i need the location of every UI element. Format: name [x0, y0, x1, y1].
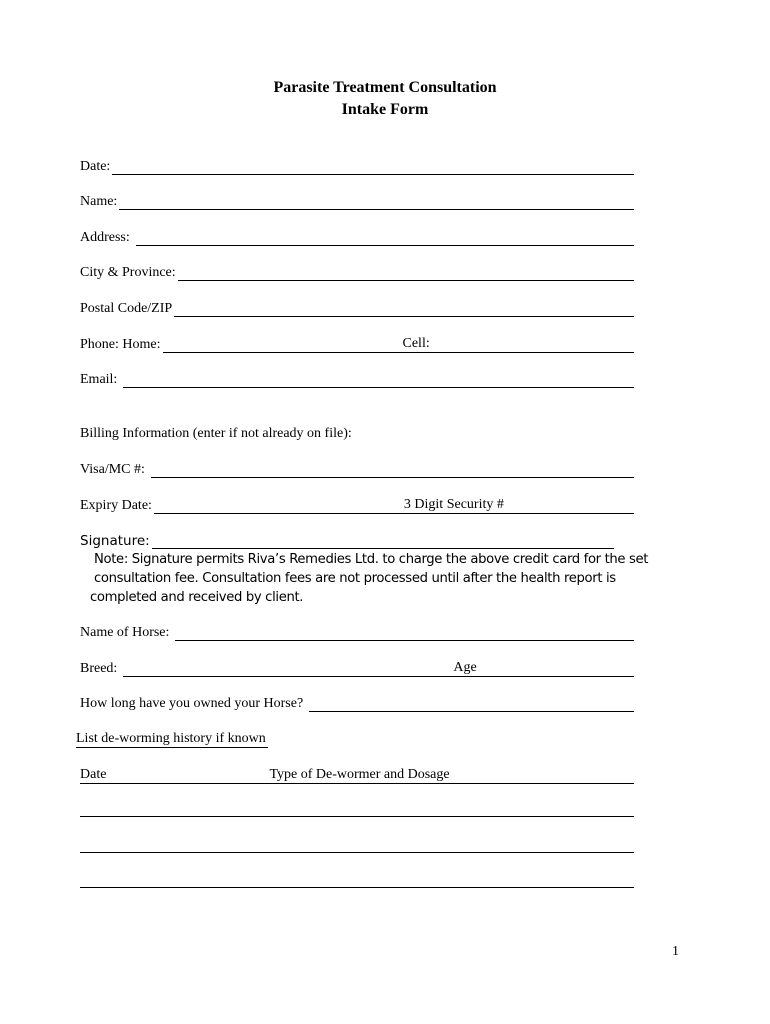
deworming-columns-row: [80, 764, 634, 784]
deworming-type-label: Type of De-wormer and Dosage: [269, 764, 449, 784]
expiry-row: [80, 494, 634, 514]
owned-field[interactable]: [309, 692, 634, 712]
horse-name-row: [80, 621, 634, 641]
deworming-entry-line-1[interactable]: [80, 816, 634, 817]
note-line-1: Note: Signature permits Riva’s Remedies Ltd. to charge the above credit card for the set: [94, 552, 649, 567]
postal-field[interactable]: [174, 297, 634, 317]
phone-home-field[interactable]: [163, 333, 403, 353]
note-line-2: consultation fee. Consultation fees are not processed until after the health report is: [94, 571, 616, 586]
postal-label: Postal Code/ZIP: [80, 301, 173, 316]
date-row: [80, 155, 634, 175]
cell-field[interactable]: [430, 333, 634, 353]
age-field[interactable]: [477, 657, 634, 677]
deworming-date-gap: [106, 764, 269, 784]
security-label: 3 Digit Security #: [404, 494, 504, 514]
form-title-line2: Intake Form: [341, 101, 429, 118]
page-number: 1: [672, 944, 679, 959]
email-row: [80, 368, 634, 388]
phone-row: [80, 333, 634, 353]
city-label: City & Province:: [80, 265, 176, 280]
expiry-label: Expiry Date:: [80, 498, 152, 513]
expiry-field[interactable]: [154, 494, 404, 514]
signature-label: Signature:: [80, 533, 150, 549]
date-label: Date:: [80, 159, 111, 174]
horse-name-label: Name of Horse:: [80, 625, 170, 640]
horse-name-field[interactable]: [175, 621, 634, 641]
deworming-entry-line-2[interactable]: [80, 852, 634, 853]
email-label: Email:: [80, 372, 118, 387]
name-row: [80, 190, 634, 210]
phone-home-label: Phone: Home:: [80, 337, 161, 352]
breed-field[interactable]: [123, 657, 453, 677]
billing-heading: Billing Information (enter if not already on file):: [80, 426, 352, 441]
email-field[interactable]: [123, 368, 634, 388]
postal-row: [80, 297, 634, 317]
cell-label: Cell:: [403, 333, 430, 353]
visa-row: [80, 458, 634, 478]
city-field[interactable]: [178, 261, 634, 281]
owned-label: How long have you owned your Horse?: [80, 696, 304, 711]
address-row: [80, 226, 634, 246]
date-field[interactable]: [112, 155, 634, 175]
owned-row: [80, 692, 634, 712]
signature-row: [80, 529, 614, 549]
city-row: [80, 261, 634, 281]
security-field[interactable]: [504, 494, 634, 514]
address-field[interactable]: [136, 226, 634, 246]
address-label: Address:: [80, 230, 130, 245]
breed-row: [80, 657, 634, 677]
breed-label: Breed:: [80, 661, 118, 676]
form-title-line1: Parasite Treatment Consultation: [273, 79, 497, 96]
deworming-type-gap: [450, 764, 634, 784]
age-label: Age: [453, 657, 476, 677]
name-label: Name:: [80, 194, 118, 209]
name-field[interactable]: [119, 190, 634, 210]
signature-field[interactable]: [152, 529, 614, 549]
deworming-entry-line-3[interactable]: [80, 887, 634, 888]
note-line-3: completed and received by client.: [90, 590, 304, 605]
visa-field[interactable]: [151, 458, 634, 478]
visa-label: Visa/MC #:: [80, 462, 145, 477]
signature-note: [90, 550, 670, 607]
deworming-heading: List de-worming history if known: [76, 731, 266, 746]
deworming-date-label: Date: [80, 764, 106, 784]
